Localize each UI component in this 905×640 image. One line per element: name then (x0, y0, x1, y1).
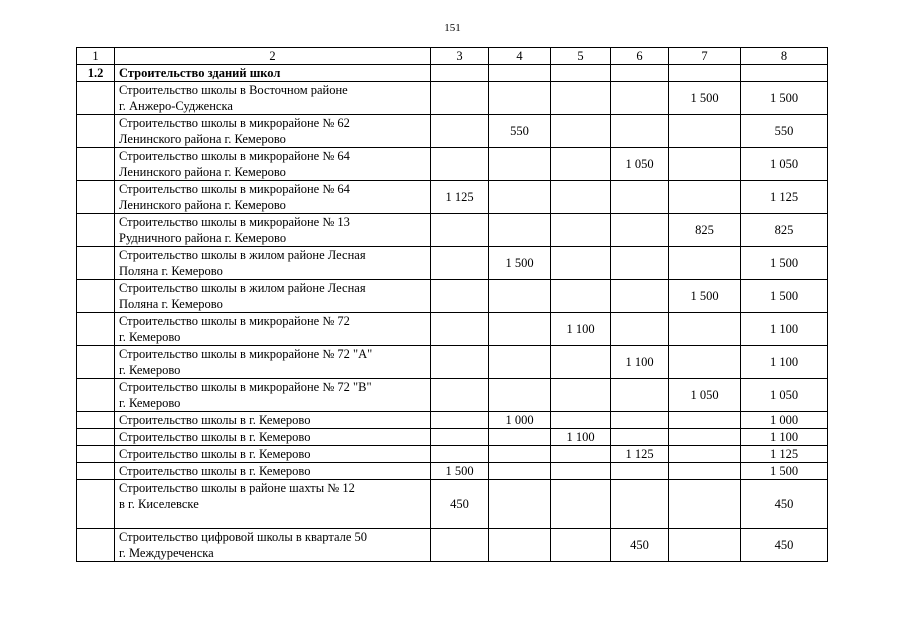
table-row (77, 429, 828, 446)
value-cell-c7 (669, 463, 741, 480)
budget-table (76, 47, 828, 562)
row-index-cell (77, 529, 115, 562)
value-cell-c3 (431, 148, 489, 181)
value-cell-c7: 1 500 (669, 280, 741, 313)
project-name-cell: Строительство школы в микрорайоне № 72 "А" г. Кемерово (115, 346, 431, 379)
value-cell-c7: 825 (669, 214, 741, 247)
value-cell-c7 (669, 346, 741, 379)
value-cell-c4 (489, 379, 551, 412)
project-name-cell: Строительство школы в жилом районе Лесная Поляна г. Кемерово (115, 247, 431, 280)
project-name-cell: Строительство школы в жилом районе Лесная Поляна г. Кемерово (115, 280, 431, 313)
value-cell-c7 (669, 412, 741, 429)
value-cell-c6 (611, 280, 669, 313)
table-row (77, 181, 828, 214)
value-cell-c4 (489, 313, 551, 346)
value-cell-c4: 1 000 (489, 412, 551, 429)
row-index-cell (77, 429, 115, 446)
row-index-cell (77, 446, 115, 463)
value-cell-c6 (611, 412, 669, 429)
value-cell-c8: 550 (741, 115, 828, 148)
row-index-cell (77, 379, 115, 412)
value-cell-c5 (551, 214, 611, 247)
project-name-cell: Строительство школы в Восточном районе г. Анжеро-Судженска (115, 82, 431, 115)
row-index-cell (77, 346, 115, 379)
value-cell-c8: 1 500 (741, 280, 828, 313)
value-cell-c4 (489, 280, 551, 313)
column-header: 2 (115, 48, 431, 65)
table-header-row (77, 48, 828, 65)
value-cell-c3 (431, 412, 489, 429)
value-cell-c7 (669, 148, 741, 181)
column-header: 8 (741, 48, 828, 65)
value-cell-c5 (551, 463, 611, 480)
value-cell-c3 (431, 115, 489, 148)
value-cell-c5 (551, 247, 611, 280)
table-body (77, 82, 828, 562)
column-header: 5 (551, 48, 611, 65)
value-cell-c4 (489, 214, 551, 247)
value-cell-c5 (551, 446, 611, 463)
value-cell-c8: 1 050 (741, 148, 828, 181)
value-cell-c7 (669, 247, 741, 280)
value-cell-c3 (431, 313, 489, 346)
project-name-cell: Строительство школы в микрорайоне № 13 Рудничного района г. Кемерово (115, 214, 431, 247)
value-cell-c8: 450 (741, 529, 828, 562)
value-cell-c8: 1 500 (741, 82, 828, 115)
value-cell-c7 (669, 446, 741, 463)
column-header: 3 (431, 48, 489, 65)
value-cell-c5 (551, 480, 611, 529)
value-cell-c3: 450 (431, 480, 489, 529)
value-cell-c4: 550 (489, 115, 551, 148)
row-index-cell (77, 412, 115, 429)
value-cell-c8: 1 125 (741, 181, 828, 214)
table-row (77, 247, 828, 280)
value-cell-c8: 450 (741, 480, 828, 529)
value-cell-c6: 1 125 (611, 446, 669, 463)
value-cell-c4 (489, 181, 551, 214)
table-row (77, 214, 828, 247)
value-cell-c5 (551, 181, 611, 214)
value-cell-c5 (551, 346, 611, 379)
value-cell-c7 (669, 529, 741, 562)
value-cell-c4 (489, 480, 551, 529)
table-row (77, 412, 828, 429)
table-row (77, 313, 828, 346)
row-index-cell (77, 115, 115, 148)
section-row (77, 65, 828, 82)
table-row (77, 379, 828, 412)
value-cell-c5: 1 100 (551, 429, 611, 446)
row-index-cell (77, 480, 115, 529)
value-cell-c7 (669, 313, 741, 346)
value-cell-c6 (611, 480, 669, 529)
project-name-cell: Строительство школы в г. Кемерово (115, 412, 431, 429)
value-cell-c6 (611, 82, 669, 115)
value-cell-c4 (489, 82, 551, 115)
project-name-cell: Строительство школы в районе шахты № 12 в г. Киселевске (115, 480, 431, 529)
value-cell-c6 (611, 214, 669, 247)
row-index-cell (77, 82, 115, 115)
value-cell-c4 (489, 429, 551, 446)
value-cell-c6 (611, 379, 669, 412)
row-index-cell (77, 280, 115, 313)
table-row (77, 529, 828, 562)
value-cell-c5: 1 100 (551, 313, 611, 346)
value-cell-c5 (551, 412, 611, 429)
value-cell-c8: 1 500 (741, 247, 828, 280)
value-cell-c5 (551, 280, 611, 313)
value-cell-c5 (551, 148, 611, 181)
column-header: 7 (669, 48, 741, 65)
project-name-cell: Строительство школы в микрорайоне № 72 "В" г. Кемерово (115, 379, 431, 412)
row-index-cell (77, 214, 115, 247)
row-index-cell (77, 181, 115, 214)
value-cell-c6 (611, 463, 669, 480)
value-cell-c6 (611, 429, 669, 446)
value-cell-c5 (551, 82, 611, 115)
value-cell-c4 (489, 463, 551, 480)
project-name-cell: Строительство цифровой школы в квартале 50 г. Междуреченска (115, 529, 431, 562)
value-cell-c5 (551, 529, 611, 562)
value-cell-c3 (431, 280, 489, 313)
value-cell-c4 (489, 148, 551, 181)
value-cell-c8: 1 100 (741, 346, 828, 379)
value-cell-c3 (431, 446, 489, 463)
project-name-cell: Строительство школы в микрорайоне № 62 Ленинского района г. Кемерово (115, 115, 431, 148)
project-name-cell: Строительство школы в г. Кемерово (115, 446, 431, 463)
project-name-cell: Строительство школы в г. Кемерово (115, 429, 431, 446)
value-cell-c3 (431, 346, 489, 379)
value-cell-c8: 825 (741, 214, 828, 247)
value-cell-c7: 1 050 (669, 379, 741, 412)
column-header: 1 (77, 48, 115, 65)
page-number: 151 (444, 22, 461, 34)
value-cell-c7 (669, 181, 741, 214)
value-cell-c6 (611, 115, 669, 148)
value-cell-c7 (669, 115, 741, 148)
value-cell-c3 (431, 429, 489, 446)
value-cell-c8: 1 500 (741, 463, 828, 480)
table-row (77, 463, 828, 480)
value-cell-c6: 1 050 (611, 148, 669, 181)
row-index-cell (77, 148, 115, 181)
value-cell-c8: 1 100 (741, 429, 828, 446)
table-row (77, 280, 828, 313)
project-name-cell: Строительство школы в г. Кемерово (115, 463, 431, 480)
value-cell-c5 (551, 379, 611, 412)
value-cell-c4 (489, 346, 551, 379)
value-cell-c6: 450 (611, 529, 669, 562)
value-cell-c4: 1 500 (489, 247, 551, 280)
value-cell-c7 (669, 429, 741, 446)
value-cell-c8: 1 100 (741, 313, 828, 346)
value-cell-c6: 1 100 (611, 346, 669, 379)
value-cell-c3 (431, 214, 489, 247)
value-cell-c7 (669, 480, 741, 529)
value-cell-c8: 1 000 (741, 412, 828, 429)
value-cell-c6 (611, 313, 669, 346)
value-cell-c3 (431, 82, 489, 115)
value-cell-c3 (431, 379, 489, 412)
project-name-cell: Строительство школы в микрорайоне № 64 Ленинского района г. Кемерово (115, 181, 431, 214)
value-cell-c6 (611, 247, 669, 280)
section-index: 1.2 (77, 65, 115, 82)
value-cell-c8: 1 050 (741, 379, 828, 412)
row-index-cell (77, 463, 115, 480)
value-cell-c3 (431, 247, 489, 280)
value-cell-c5 (551, 115, 611, 148)
value-cell-c3: 1 500 (431, 463, 489, 480)
value-cell-c4 (489, 446, 551, 463)
row-index-cell (77, 247, 115, 280)
table-row (77, 446, 828, 463)
column-header: 4 (489, 48, 551, 65)
column-header: 6 (611, 48, 669, 65)
project-name-cell: Строительство школы в микрорайоне № 64 Ленинского района г. Кемерово (115, 148, 431, 181)
value-cell-c3 (431, 529, 489, 562)
table-row (77, 480, 828, 529)
value-cell-c3: 1 125 (431, 181, 489, 214)
table-row (77, 346, 828, 379)
value-cell-c4 (489, 529, 551, 562)
table-row (77, 148, 828, 181)
value-cell-c7: 1 500 (669, 82, 741, 115)
project-name-cell: Строительство школы в микрорайоне № 72 г. Кемерово (115, 313, 431, 346)
row-index-cell (77, 313, 115, 346)
value-cell-c8: 1 125 (741, 446, 828, 463)
table-row (77, 115, 828, 148)
value-cell-c6 (611, 181, 669, 214)
section-title: Строительство зданий школ (115, 65, 431, 82)
table-row (77, 82, 828, 115)
